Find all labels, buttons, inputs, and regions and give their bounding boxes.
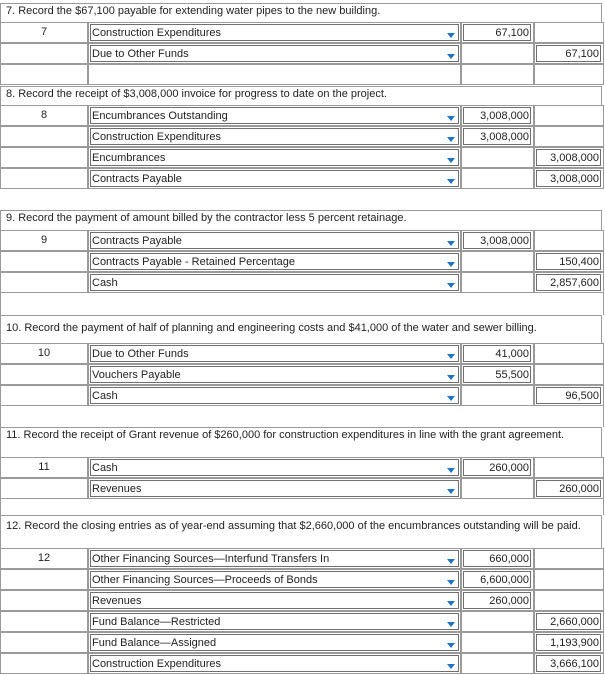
entry-number-blank <box>0 147 88 168</box>
credit-input[interactable]: 150,400 <box>536 253 601 270</box>
debit-input[interactable] <box>463 480 531 497</box>
credit-input[interactable]: 67,100 <box>536 45 601 62</box>
debit-input[interactable] <box>463 387 531 404</box>
account-label: Cash <box>92 462 118 474</box>
account-label: Due to Other Funds <box>92 48 189 60</box>
journal-row <box>0 611 604 632</box>
account-select[interactable] <box>90 571 459 588</box>
description-text: 11. Record the receipt of Grant revenue of $260,000 for construction expenditures in line with the grant agreement. <box>6 429 565 441</box>
entry-number: 10 <box>0 343 88 364</box>
journal-row <box>0 385 604 406</box>
debit-input[interactable]: 260,000 <box>463 592 531 609</box>
entry-number-blank <box>0 569 88 590</box>
entry-number-blank <box>0 43 88 64</box>
account-label: Revenues <box>92 483 142 495</box>
debit-input[interactable]: 41,000 <box>463 345 531 362</box>
credit-input[interactable]: 260,000 <box>536 480 601 497</box>
entry-description <box>0 3 602 22</box>
credit-input[interactable]: 2,660,000 <box>536 613 601 630</box>
account-label: Contracts Payable - Retained Percentage <box>92 256 296 268</box>
account-select[interactable] <box>90 387 459 404</box>
credit-input[interactable] <box>536 571 601 588</box>
account-label: Other Financing Sources—Proceeds of Bonds <box>92 574 318 586</box>
account-label: Encumbrances <box>92 152 166 164</box>
journal-row <box>0 168 604 189</box>
account-select[interactable] <box>90 232 459 249</box>
account-label: Encumbrances Outstanding <box>92 110 228 122</box>
debit-cell-empty[interactable] <box>461 64 534 85</box>
account-select[interactable] <box>90 253 459 270</box>
credit-input[interactable] <box>536 128 601 145</box>
description-text: 10. Record the payment of half of planning and engineering costs and $41,000 of the water and sewer billing. <box>6 322 537 334</box>
entry-number-blank <box>0 478 88 499</box>
credit-input[interactable] <box>536 345 601 362</box>
account-label: Construction Expenditures <box>92 658 222 670</box>
journal-row <box>0 457 604 478</box>
debit-input[interactable] <box>463 45 531 62</box>
credit-input[interactable]: 3,008,000 <box>536 149 601 166</box>
chevron-down-icon[interactable] <box>444 46 458 61</box>
journal-row <box>0 43 604 64</box>
credit-input[interactable] <box>536 459 601 476</box>
entry-number-blank <box>0 364 88 385</box>
entry-number-blank <box>0 611 88 632</box>
debit-input[interactable] <box>463 655 531 672</box>
entry-number: 7 <box>0 22 88 43</box>
account-select[interactable] <box>90 128 459 145</box>
entry-number: 8 <box>0 105 88 126</box>
chevron-down-icon[interactable] <box>444 481 458 496</box>
journal-row <box>0 126 604 147</box>
credit-input[interactable] <box>536 24 601 41</box>
journal-row <box>0 478 604 499</box>
debit-input[interactable] <box>463 634 531 651</box>
account-label: Other Financing Sources—Interfund Transfers In <box>92 553 330 565</box>
chevron-down-icon[interactable] <box>444 367 458 382</box>
description-text: 12. Record the closing entries as of year-end assuming that $2,660,000 of the encumbrances outstanding will be paid. <box>6 520 581 532</box>
account-label: Construction Expenditures <box>92 131 222 143</box>
chevron-down-icon[interactable] <box>444 254 458 269</box>
entry-description <box>0 427 602 457</box>
entry-number-blank <box>0 272 88 293</box>
chevron-down-icon[interactable] <box>444 108 458 123</box>
credit-input[interactable]: 3,666,100 <box>536 655 601 672</box>
account-select[interactable] <box>90 366 459 383</box>
credit-input[interactable] <box>536 107 601 124</box>
account-label: Contracts Payable <box>92 173 182 185</box>
account-select[interactable] <box>90 592 459 609</box>
journal-row <box>0 22 604 43</box>
chevron-down-icon[interactable] <box>444 614 458 629</box>
spacer <box>0 499 604 515</box>
journal-row <box>0 569 604 590</box>
credit-input[interactable]: 3,008,000 <box>536 170 601 187</box>
entry-number-blank <box>0 126 88 147</box>
chevron-down-icon[interactable] <box>444 656 458 671</box>
account-select[interactable] <box>90 613 459 630</box>
account-select[interactable] <box>90 24 459 41</box>
chevron-down-icon[interactable] <box>444 150 458 165</box>
spacer <box>0 293 604 315</box>
chevron-down-icon[interactable] <box>444 171 458 186</box>
chevron-down-icon[interactable] <box>444 346 458 361</box>
journal-row <box>0 653 604 674</box>
spacer <box>0 406 604 427</box>
debit-input[interactable]: 6,600,000 <box>463 571 531 588</box>
description-text: 8. Record the receipt of $3,008,000 invoice for progress to date on the project. <box>6 88 387 100</box>
account-label: Contracts Payable <box>92 235 182 247</box>
account-select[interactable] <box>90 550 459 567</box>
entry-number-blank <box>0 64 88 85</box>
debit-input[interactable]: 660,000 <box>463 550 531 567</box>
account-select[interactable] <box>90 274 459 291</box>
account-label: Construction Expenditures <box>92 27 222 39</box>
chevron-down-icon[interactable] <box>444 572 458 587</box>
account-label: Vouchers Payable <box>92 369 181 381</box>
chevron-down-icon[interactable] <box>444 129 458 144</box>
journal-row <box>0 230 604 251</box>
credit-input[interactable]: 2,857,600 <box>536 274 601 291</box>
account-select[interactable] <box>90 480 459 497</box>
entry-description <box>0 86 602 105</box>
account-label: Cash <box>92 277 118 289</box>
journal-row <box>0 147 604 168</box>
account-label: Fund Balance—Restricted <box>92 616 221 628</box>
entry-number: 9 <box>0 230 88 251</box>
debit-input[interactable]: 67,100 <box>463 24 531 41</box>
credit-cell-empty[interactable] <box>534 64 604 85</box>
account-select[interactable] <box>90 634 459 651</box>
debit-input[interactable] <box>463 149 531 166</box>
chevron-down-icon[interactable] <box>444 233 458 248</box>
journal-row <box>0 105 604 126</box>
account-label: Due to Other Funds <box>92 348 189 360</box>
entry-description <box>0 315 602 343</box>
journal-row <box>0 364 604 385</box>
account-label: Fund Balance—Assigned <box>92 637 217 649</box>
credit-input[interactable] <box>536 592 601 609</box>
debit-input[interactable]: 3,008,000 <box>463 232 531 249</box>
journal-row <box>0 272 604 293</box>
entry-number: 11 <box>0 457 88 478</box>
account-label: Revenues <box>92 595 142 607</box>
journal-row <box>0 548 604 569</box>
debit-input[interactable]: 3,008,000 <box>463 128 531 145</box>
entry-number-blank <box>0 653 88 674</box>
debit-input[interactable]: 260,000 <box>463 459 531 476</box>
credit-input[interactable] <box>536 232 601 249</box>
entry-description <box>0 515 602 548</box>
journal-row <box>0 251 604 272</box>
entry-number-blank <box>0 590 88 611</box>
credit-input[interactable] <box>536 366 601 383</box>
debit-input[interactable]: 3,008,000 <box>463 107 531 124</box>
credit-input[interactable]: 1,193,900 <box>536 634 601 651</box>
account-select[interactable] <box>90 655 459 672</box>
chevron-down-icon[interactable] <box>444 388 458 403</box>
journal-row <box>0 343 604 364</box>
credit-input[interactable] <box>536 550 601 567</box>
debit-input[interactable] <box>463 274 531 291</box>
credit-input[interactable]: 96,500 <box>536 387 601 404</box>
chevron-down-icon[interactable] <box>444 635 458 650</box>
debit-input[interactable]: 55,500 <box>463 366 531 383</box>
account-select[interactable] <box>90 459 459 476</box>
description-text: 9. Record the payment of amount billed by the contractor less 5 percent retainage. <box>6 212 407 224</box>
account-cell-empty[interactable] <box>88 64 461 85</box>
account-select[interactable] <box>90 170 459 187</box>
entry-number-blank <box>0 168 88 189</box>
journal-row <box>0 590 604 611</box>
journal-row-empty <box>0 64 604 85</box>
chevron-down-icon[interactable] <box>444 593 458 608</box>
chevron-down-icon[interactable] <box>444 551 458 566</box>
debit-input[interactable] <box>463 170 531 187</box>
chevron-down-icon[interactable] <box>444 275 458 290</box>
entry-description <box>0 210 602 230</box>
entry-number: 12 <box>0 548 88 569</box>
entry-number-blank <box>0 251 88 272</box>
debit-input[interactable] <box>463 613 531 630</box>
account-select[interactable] <box>90 345 459 362</box>
chevron-down-icon[interactable] <box>444 25 458 40</box>
entry-number-blank <box>0 385 88 406</box>
description-text: 7. Record the $67,100 payable for extending water pipes to the new building. <box>6 5 381 17</box>
journal-row <box>0 632 604 653</box>
chevron-down-icon[interactable] <box>444 460 458 475</box>
account-select[interactable] <box>90 45 459 62</box>
entry-number-blank <box>0 632 88 653</box>
account-select[interactable] <box>90 149 459 166</box>
account-select[interactable] <box>90 107 459 124</box>
account-label: Cash <box>92 390 118 402</box>
debit-input[interactable] <box>463 253 531 270</box>
